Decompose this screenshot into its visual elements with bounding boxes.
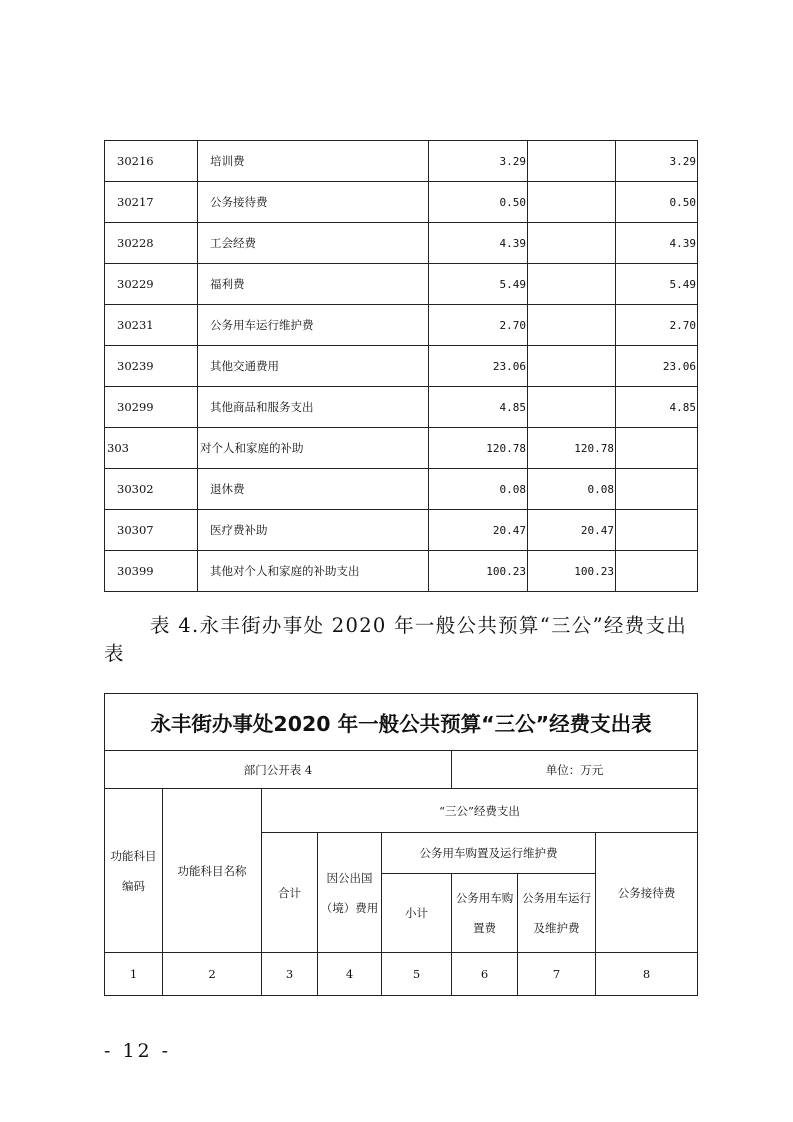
header-vehicle-purchase-line-1: 公务用车购 (455, 890, 514, 905)
public-cell (616, 551, 698, 592)
table-row (105, 305, 698, 346)
table-row (105, 141, 698, 182)
total-cell: 120.78 (429, 428, 528, 469)
personnel-cell (528, 182, 616, 223)
name-cell: 公务接待费 (198, 182, 429, 223)
table-caption (104, 612, 704, 668)
code-cell: 30229 (105, 264, 198, 305)
code-cell: 30228 (105, 223, 198, 264)
header-function-name: 功能科目名称 (163, 789, 262, 953)
header-function-code-line-1: 功能科目 (110, 848, 157, 863)
total-cell: 23.06 (429, 346, 528, 387)
total-cell: 100.23 (429, 551, 528, 592)
header-abroad-line-1: 因公出国 (326, 870, 373, 885)
public-cell: 0.50 (616, 182, 698, 223)
page-number: - 12 - (104, 1040, 172, 1062)
expenditure-table (104, 140, 698, 592)
public-cell: 3.29 (616, 141, 698, 182)
name-cell: 工会经费 (198, 223, 429, 264)
header-subtotal: 小计 (382, 873, 452, 952)
code-cell: 30231 (105, 305, 198, 346)
index-cell: 7 (518, 952, 596, 995)
header-three-public-group: “三公”经费支出 (262, 789, 698, 833)
public-cell (616, 469, 698, 510)
header-abroad-line-2: （境）费用 (320, 900, 379, 915)
table-title: 永丰街办事处2020 年一般公共预算“三公”经费支出表 (105, 694, 698, 751)
table-row (105, 428, 698, 469)
public-cell: 2.70 (616, 305, 698, 346)
header-vehicle-operation (518, 873, 596, 952)
personnel-cell: 20.47 (528, 510, 616, 551)
header-abroad (318, 833, 382, 952)
personnel-cell: 100.23 (528, 551, 616, 592)
index-cell: 8 (596, 952, 698, 995)
table-row (105, 551, 698, 592)
header-reception: 公务接待费 (596, 833, 698, 952)
public-cell: 5.49 (616, 264, 698, 305)
code-cell: 30307 (105, 510, 198, 551)
personnel-cell: 120.78 (528, 428, 616, 469)
index-cell: 6 (452, 952, 518, 995)
header-vehicle-operation-line-2: 及维护费 (533, 920, 580, 935)
code-cell: 30217 (105, 182, 198, 223)
personnel-cell (528, 141, 616, 182)
index-cell: 3 (262, 952, 318, 995)
total-cell: 20.47 (429, 510, 528, 551)
public-cell: 4.85 (616, 387, 698, 428)
personnel-cell (528, 346, 616, 387)
total-cell: 4.85 (429, 387, 528, 428)
caption-line-1: 表 4.永丰街办事处 2020 年一般公共预算“三公”经费支出 (150, 614, 688, 637)
index-cell: 1 (105, 952, 163, 995)
header-vehicle-purchase (452, 873, 518, 952)
table-row (105, 469, 698, 510)
personnel-cell (528, 305, 616, 346)
index-cell: 4 (318, 952, 382, 995)
header-function-code (105, 789, 163, 953)
caption-line-2: 表 (104, 642, 125, 665)
unit-label: 单位：万元 (452, 751, 698, 789)
code-cell: 30299 (105, 387, 198, 428)
name-cell: 对个人和家庭的补助 (198, 428, 429, 469)
total-cell: 0.50 (429, 182, 528, 223)
name-cell: 福利费 (198, 264, 429, 305)
public-cell: 23.06 (616, 346, 698, 387)
index-cell: 5 (382, 952, 452, 995)
table-row (105, 264, 698, 305)
header-vehicle-purchase-line-2: 置费 (473, 920, 496, 935)
total-cell: 0.08 (429, 469, 528, 510)
public-cell (616, 428, 698, 469)
table-row (105, 223, 698, 264)
header-function-code-line-2: 编码 (122, 878, 145, 893)
index-cell: 2 (163, 952, 262, 995)
name-cell: 退休费 (198, 469, 429, 510)
table-row (105, 346, 698, 387)
public-cell (616, 510, 698, 551)
name-cell: 其他对个人和家庭的补助支出 (198, 551, 429, 592)
code-cell: 30216 (105, 141, 198, 182)
code-cell: 30239 (105, 346, 198, 387)
code-cell: 30399 (105, 551, 198, 592)
total-cell: 5.49 (429, 264, 528, 305)
personnel-cell (528, 264, 616, 305)
total-cell: 2.70 (429, 305, 528, 346)
total-cell: 3.29 (429, 141, 528, 182)
name-cell: 其他交通费用 (198, 346, 429, 387)
header-vehicle-operation-line-1: 公务用车运行 (522, 890, 591, 905)
name-cell: 其他商品和服务支出 (198, 387, 429, 428)
table-row (105, 182, 698, 223)
header-total: 合计 (262, 833, 318, 952)
total-cell: 4.39 (429, 223, 528, 264)
name-cell: 公务用车运行维护费 (198, 305, 429, 346)
table-row (105, 387, 698, 428)
code-cell: 30302 (105, 469, 198, 510)
personnel-cell: 0.08 (528, 469, 616, 510)
three-public-expenses-table (104, 693, 698, 996)
expenditure-table-body (105, 141, 698, 592)
header-vehicle-group: 公务用车购置及运行维护费 (382, 833, 596, 873)
public-cell: 4.39 (616, 223, 698, 264)
name-cell: 医疗费补助 (198, 510, 429, 551)
table-row (105, 510, 698, 551)
department-table-label: 部门公开表 4 (105, 751, 452, 789)
personnel-cell (528, 387, 616, 428)
personnel-cell (528, 223, 616, 264)
code-cell: 303 (105, 428, 198, 469)
name-cell: 培训费 (198, 141, 429, 182)
